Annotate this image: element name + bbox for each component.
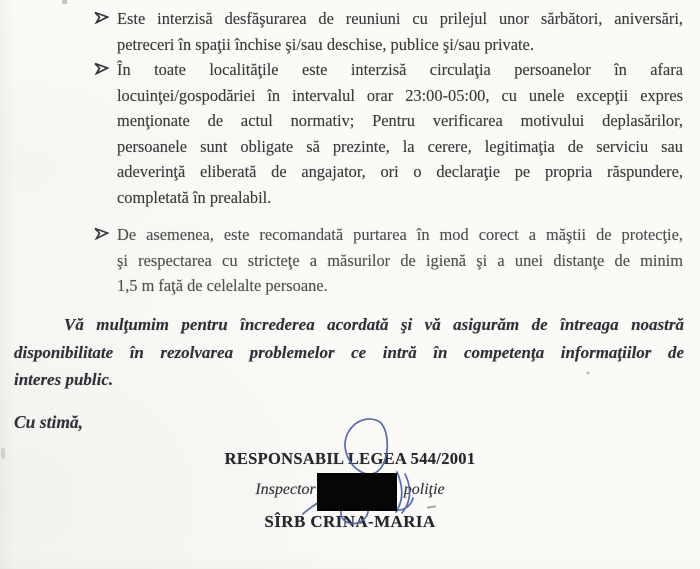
text-line: persoanele sunt obligate să prezinte, la cerere, legitimaţia de serviciu sau [117, 136, 683, 156]
text-line: menţionate de actul normativ; Pentru verificarea motivului deplasărilor, [117, 111, 683, 130]
list-item-text [117, 57, 683, 210]
list-item [94, 6, 683, 57]
arrow-bullet-icon [94, 222, 117, 245]
text-line: completată în prealabil. [117, 187, 272, 207]
list-item-text [117, 6, 683, 57]
rank-suffix: poliţie [403, 481, 445, 498]
scan-speck: ٭ [585, 366, 591, 379]
text-line: adeverinţă eliberată de angajator, ori o declaraţie pe propria răspundere, [117, 162, 683, 181]
signer-name: SÎRB CRINA-MARIA [264, 512, 436, 531]
text-line: Este interzisă desfăşurarea de reuniuni cu prilejul unor sărbători, aniversări, [117, 9, 683, 28]
arrow-bullet-icon [94, 6, 117, 29]
rank-prefix: Inspector [255, 481, 316, 498]
list-item-text [117, 222, 683, 299]
closing-paragraph [14, 311, 684, 394]
text-line: petreceri în spaţii închise şi/sau deschise, publice şi/sau private. [117, 34, 534, 54]
text-line: Vă mulţumim pentru încrederea acordată şi vă asigurăm de întreaga noastră [64, 315, 684, 334]
signer-role-title: RESPONSABIL LEGEA 544/2001 [224, 449, 476, 468]
text-line: locuinţei/gospodăriei în intervalul orar 23:00-05:00, cu unele excepţii expres [117, 85, 683, 105]
list-item [94, 57, 683, 210]
text-line: şi respectarea cu stricteţe a măsurilor de igienă şi a unei distanţe de minim [117, 250, 683, 270]
list-item [94, 222, 683, 299]
salutation: Cu stimă, [14, 412, 84, 432]
text-line: interes public. [14, 370, 114, 389]
restrictions-list [94, 6, 683, 299]
scan-speck [62, 0, 67, 4]
arrow-bullet-icon [94, 57, 117, 80]
text-line: În toate localităţile este interzisă circulaţia persoanelor în afara [117, 60, 683, 79]
text-line: disponibilitate în rezolvarea problemelor ce intră în competenţa informaţiilor de [14, 342, 684, 362]
redaction-box [317, 473, 397, 511]
text-line: De asemenea, este recomandată purtarea în mod corect a măştii de protecţie, [117, 225, 683, 244]
text-line: 1,5 m faţă de celelalte persoane. [117, 276, 328, 295]
